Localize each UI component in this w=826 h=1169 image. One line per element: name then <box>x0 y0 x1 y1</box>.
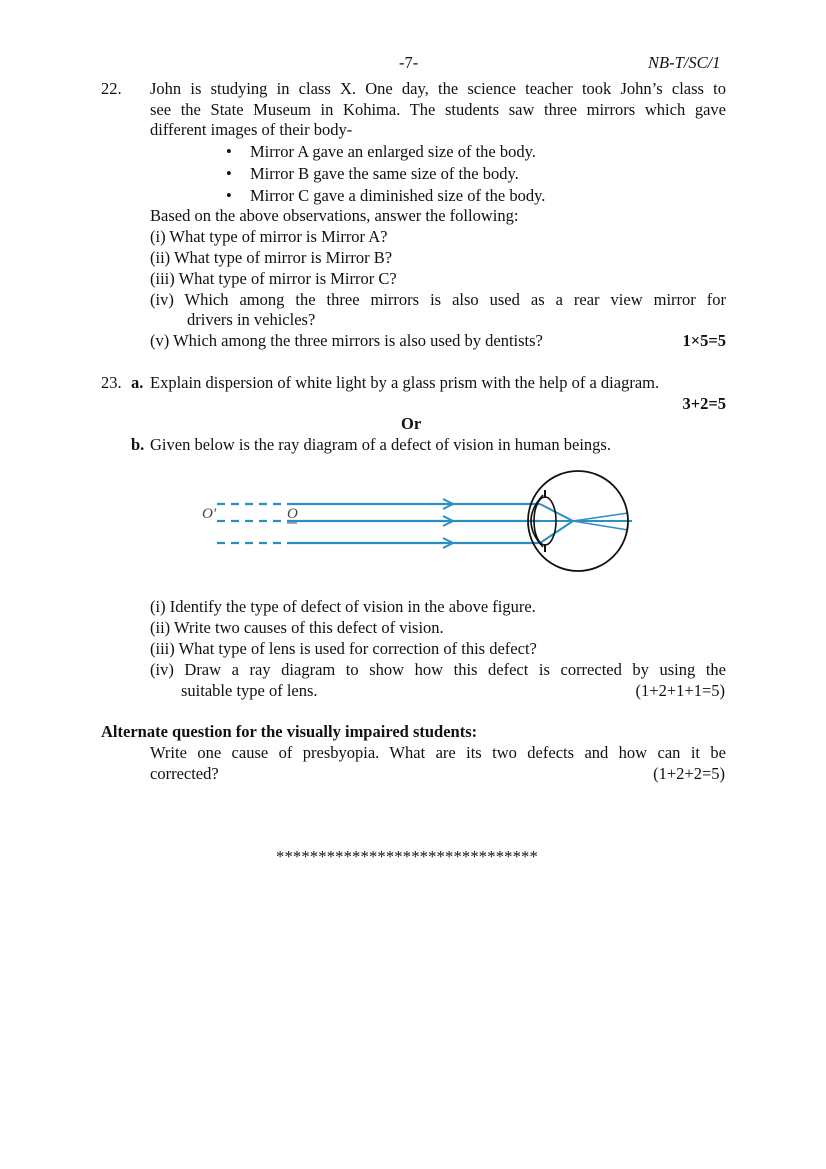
bullet-dot-icon: • <box>226 186 232 205</box>
bullet-dot-icon: • <box>226 164 232 183</box>
q23-sub-iv-line1: (iv) Draw a ray diagram to show how this defect is corrected by using the <box>150 660 726 679</box>
q22-intro-line2: see the State Museum in Kohima. The students saw three mirrors which gave <box>150 100 726 119</box>
q22-sub-iv-line1: (iv) Which among the three mirrors is also used as a rear view mirror for <box>150 290 726 309</box>
q23-marks: (1+2+1+1=5) <box>635 681 725 700</box>
q23-part-a-label: a. <box>131 373 144 392</box>
q22-sub-iv-line2: drivers in vehicles? <box>187 310 316 329</box>
bullet-text: Mirror B gave the same size of the body. <box>250 164 519 183</box>
q22-intro-line1: John is studying in class X. One day, the science teacher took John’s class to <box>150 79 726 98</box>
q23-number: 23. <box>101 373 122 392</box>
bullet-text: Mirror C gave a diminished size of the body. <box>250 186 546 205</box>
q22-sub-iii: (iii) What type of mirror is Mirror C? <box>150 269 397 288</box>
q23-part-a-text: Explain dispersion of white light by a glass prism with the help of a diagram. <box>150 373 660 392</box>
q22-sub-v: (v) Which among the three mirrors is also used by dentists? <box>150 331 543 350</box>
alternate-line2: corrected? <box>150 764 219 783</box>
bullet-text: Mirror A gave an enlarged size of the body. <box>250 142 536 161</box>
q23-sub-iii: (iii) What type of lens is used for correction of this defect? <box>150 639 537 658</box>
myopia-ray-diagram <box>195 468 645 588</box>
q22-intro-line3: different images of their body- <box>150 120 353 139</box>
q22-marks: 1×5=5 <box>682 331 726 350</box>
q22-sub-i: (i) What type of mirror is Mirror A? <box>150 227 388 246</box>
far-point-label: O' <box>202 506 217 522</box>
q22-sub-ii: (ii) What type of mirror is Mirror B? <box>150 248 393 267</box>
alternate-heading: Alternate question for the visually impaired students: <box>101 722 478 741</box>
q22-number: 22. <box>101 79 122 98</box>
q23-part-b-label: b. <box>131 435 145 454</box>
bullet-dot-icon: • <box>226 142 232 161</box>
q23-sub-iv-line2: suitable type of lens. <box>181 681 318 700</box>
paper-code: NB-T/SC/1 <box>648 53 721 72</box>
near-point-label: O <box>287 506 298 522</box>
q23-sub-i: (i) Identify the type of defect of vision in the above figure. <box>150 597 536 616</box>
alternate-line1: Write one cause of presbyopia. What are its two defects and how can it be <box>150 743 726 762</box>
q23-part-b-text: Given below is the ray diagram of a defect of vision in human beings. <box>150 435 611 454</box>
diverging-ray-bottom <box>573 521 628 530</box>
diverging-ray-top <box>573 513 628 521</box>
end-of-paper-stars: ******************************* <box>276 847 538 866</box>
q23-sub-ii: (ii) Write two causes of this defect of vision. <box>150 618 444 637</box>
q23-or: Or <box>401 414 422 433</box>
q22-based-on: Based on the above observations, answer the following: <box>150 206 519 225</box>
page-number: -7- <box>399 53 419 72</box>
q23-part-a-marks: 3+2=5 <box>682 394 726 413</box>
alternate-marks: (1+2+2=5) <box>653 764 725 783</box>
